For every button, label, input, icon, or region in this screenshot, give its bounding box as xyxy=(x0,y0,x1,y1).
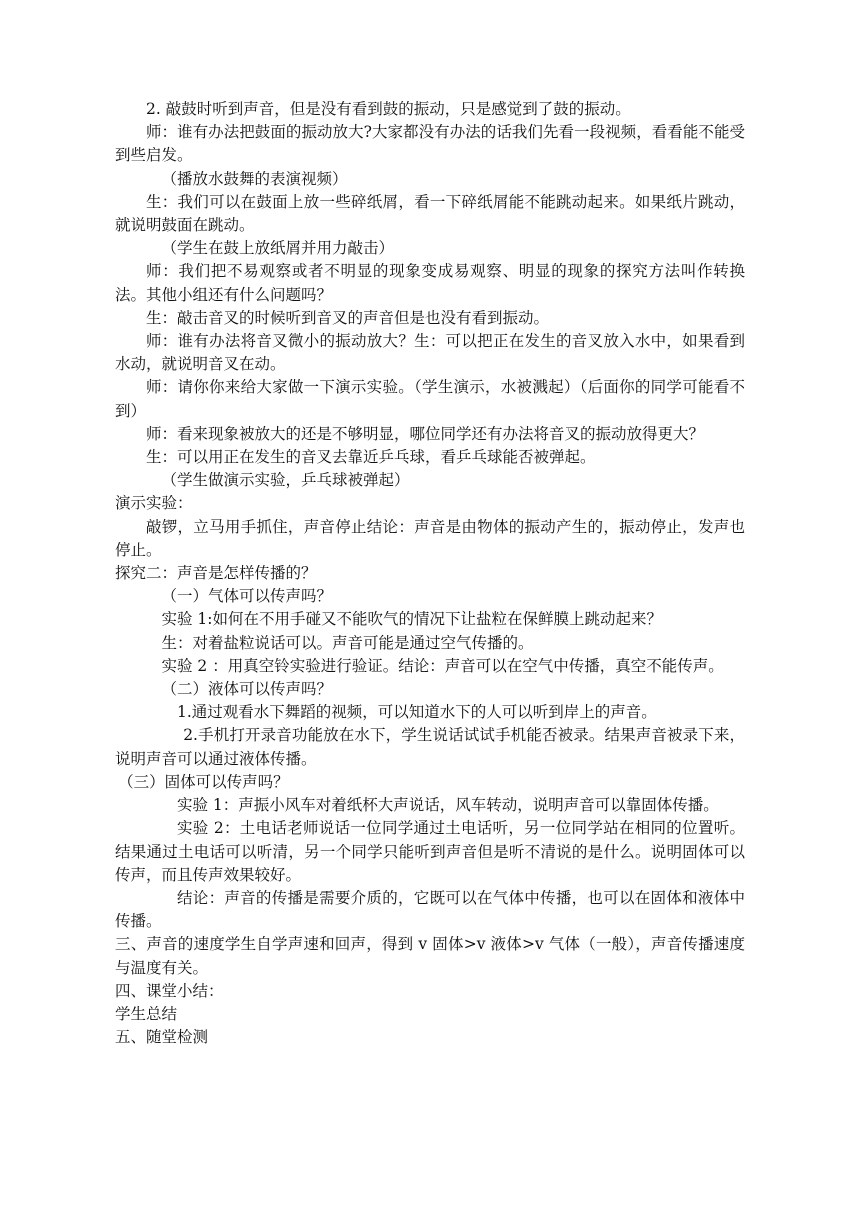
section-heading: 五、随堂检测 xyxy=(115,1028,209,1047)
section-heading: 探究二：声音是怎样传播的？ xyxy=(115,564,317,583)
paragraph: （学生做演示实验，乒乓球被弹起） xyxy=(161,471,410,490)
paragraph: 实验 2：土电话老师说话一位同学通过土电话听，另一位同学站在相同的位置听。结果通过土电话可以听清，另一个同学只能听到声音但是听不清说的是什么。说明固体可以传声，而且传声效果较好。 xyxy=(115,819,745,884)
paragraph: （学生在鼓上放纸屑并用力敲击） xyxy=(161,239,395,258)
paragraph: 实验 2 ：用真空铃实验进行验证。结论：声音可以在空气中传播，真空不能传声。 xyxy=(161,656,724,675)
section-heading: 三、声音的速度学生自学声速和回声，得到 v 固体>v 液体>v 气体（一般），声音传播速度与温度有关。 xyxy=(115,935,745,977)
paragraph: 生：敲击音叉的时候听到音叉的声音但是也没有看到振动。 xyxy=(146,308,550,327)
subsection-heading: （一）气体可以传声吗？ xyxy=(161,587,333,606)
document-body xyxy=(115,98,745,1049)
paragraph: 实验 1:如何在不用手碰又不能吹气的情况下让盐粒在保鲜膜上跳动起来？ xyxy=(161,610,663,629)
section-heading: 演示实验： xyxy=(115,494,193,513)
paragraph: 生：可以用正在发生的音叉去靠近乒乓球，看乒乓球能否被弹起。 xyxy=(146,448,596,467)
paragraph: 师：我们把不易观察或者不明显的现象变成易观察、明显的现象的探究方法叫作转换法。其他小组还有什么问题吗？ xyxy=(115,262,745,304)
paragraph: 2.手机打开录音功能放在水下，学生说话试试手机能否被录。结果声音被录下来，说明声音可以通过液体传播。 xyxy=(115,726,745,768)
subsection-heading: （二）液体可以传声吗？ xyxy=(161,680,333,699)
paragraph: 1.通过观看水下舞蹈的视频，可以知道水下的人可以听到岸上的声音。 xyxy=(177,703,657,722)
paragraph: 师：谁有办法把鼓面的振动放大?大家都没有办法的话我们先看一段视频，看看能不能受到些启发。 xyxy=(115,123,745,165)
paragraph: 2. 敲鼓时听到声音，但是没有看到鼓的振动，只是感觉到了鼓的振动。 xyxy=(146,100,631,118)
paragraph: 敲锣，立马用手抓住，声音停止结论：声音是由物体的振动产生的，振动停止，发声也停止。 xyxy=(115,517,745,559)
section-heading: 四、课堂小结： xyxy=(115,981,224,1000)
paragraph: 学生总结 xyxy=(115,1004,178,1023)
paragraph: 实验 1：声振小风车对着纸杯大声说话，风车转动，说明声音可以靠固体传播。 xyxy=(177,796,719,815)
paragraph: 师：看来现象被放大的还是不够明显，哪位同学还有办法将音叉的振动放得更大？ xyxy=(146,424,705,443)
paragraph: 结论：声音的传播是需要介质的，它既可以在气体中传播，也可以在固体和液体中传播。 xyxy=(115,888,745,931)
paragraph: （播放水鼓舞的表演视频） xyxy=(161,169,348,188)
paragraph: 师：请你你来给大家做一下演示实验。（学生演示，水被溅起）（后面你的同学可能看不到） xyxy=(115,378,745,420)
subsection-heading: （三）固体可以传声吗？ xyxy=(118,772,289,791)
paragraph: 生：我们可以在鼓面上放一些碎纸屑，看一下碎纸屑能不能跳动起来。如果纸片跳动，就说明鼓面在跳动。 xyxy=(115,192,745,235)
paragraph: 生：对着盐粒说话可以。声音可能是通过空气传播的。 xyxy=(161,633,534,652)
paragraph: 师：谁有办法将音叉微小的振动放大？生：可以把正在发生的音叉放入水中，如果看到水动，就说明音叉在动。 xyxy=(115,332,745,374)
